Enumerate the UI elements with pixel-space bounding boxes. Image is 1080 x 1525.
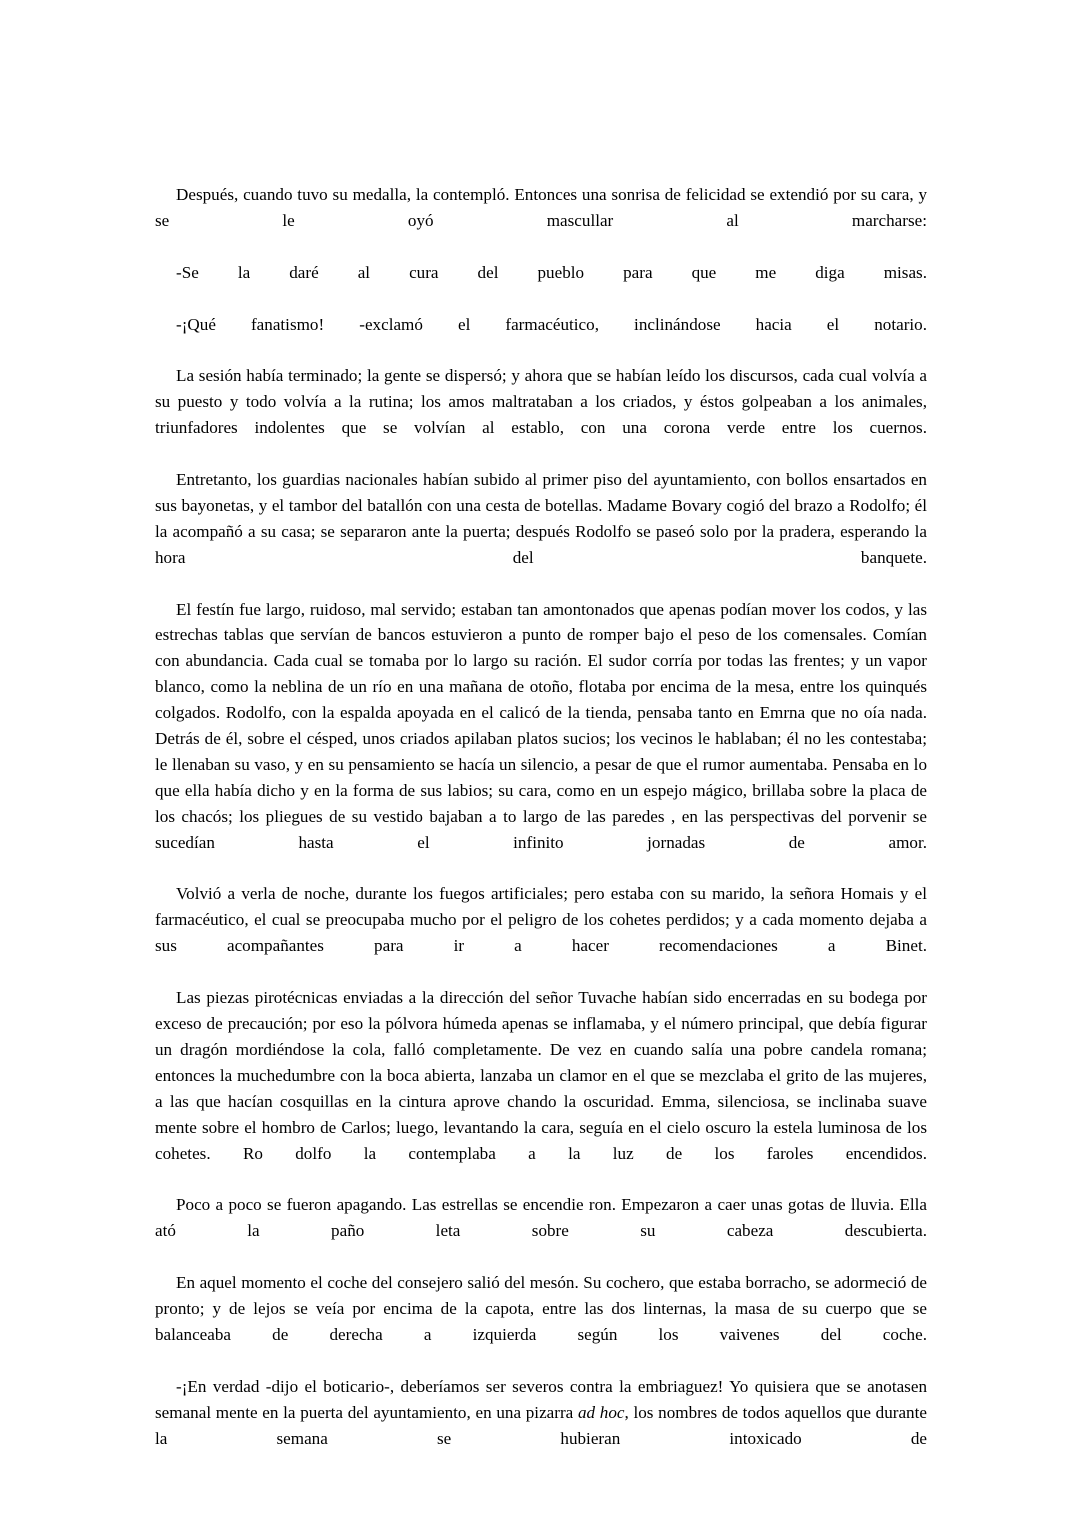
paragraph: El festín fue largo, ruidoso, mal servido; estaban tan amontonados que apenas podían mover los codos, y las estrechas tablas que servían de bancos estuvieron a punto de romper bajo el peso de los comensales. Comían con abundancia. Cada cual se tomaba por lo largo su ración. El sudor corría por todas las frentes; y un vapor blanco, como la neblina de un río en una mañana de otoño, flotaba por encima de la mesa, entre los quinqués colgados. Rodolfo, con la espalda apoyada en el calicó de la tienda, pensaba tanto en Emrna que no oía nada. Detrás de él, sobre el césped, unos criados apilaban platos sucios; los vecinos le hablaban; él no les contestaba; le llenaban su vaso, y en su pensamiento se hacía un silencio, a pesar de que el rumor aumentaba. Pensaba en lo que ella había dicho y en la forma de sus labios; su cara, como en un espejo mágico, brillaba sobre la placa de los chacós; los pliegues de su vestido bajaban a to largo de las paredes , en las perspectivas del porvenir se sucedían hasta el infinito jornadas de amor.	[155, 599, 927, 852]
paragraph: En aquel momento el coche del consejero salió del mesón. Su cochero, que estaba borracho, se adormeció de pronto; y de lejos se veía por encima de la capota, entre las dos linternas, la masa de su cuerpo que se balanceaba de derecha a izquierda según los vaivenes del coche.	[155, 1273, 927, 1344]
paragraph-with-italics	[155, 1374, 927, 1478]
body-text-column	[155, 182, 927, 1477]
paragraph: Poco a poco se fueron apagando. Las estrellas se encendie ron. Empezaron a caer unas gotas de lluvia. Ella ató la paño leta sobre su cabeza descubierta.	[155, 1195, 927, 1241]
paragraph: Las piezas pirotécnicas enviadas a la dirección del señor Tuvache habían sido encerradas en su bodega por exceso de precaución; por eso la pólvora húmeda apenas se inflamaba, y el número principal, que debía figurar un dragón mordiéndose la cola, falló completamente. De vez en cuando salía una pobre candela romana; entonces la muchedumbre con la boca abierta, lanzaba un clamor en el que se mezclaba el grito de las mujeres, a las que hacían cosquillas en la cintura aprove chando la oscuridad. Emma, silenciosa, se inclinaba suave mente sobre el hombro de Carlos; luego, levantando la cara, seguía en el cielo oscuro la estela luminosa de los cohetes. Ro dolfo la contemplaba a la luz de los faroles encendidos.	[155, 988, 927, 1163]
paragraph-segment-italic: ad hoc	[577, 1402, 625, 1422]
paragraph: -Se la daré al cura del pueblo para que me diga misas.	[176, 262, 927, 282]
paragraph: Volvió a verla de noche, durante los fuegos artificiales; pero estaba con su marido, la señora Homais y el farmacéutico, el cual se preocupaba mucho por el peligro de los cohetes perdidos; y a cada momento dejaba a sus acompañantes para ir a hacer recomendaciones a Binet.	[155, 884, 927, 956]
paragraph-segment: -¡En verdad -dijo el boticario-, deberíamos ser severos contra la embriaguez! Yo quisiera que se anotasen semanal mente en la puerta del ayuntamiento, en una pizarra	[155, 1376, 927, 1422]
paragraph-segment: , los nombres de todos aquellos que durante la semana se hubieran intoxicado de	[155, 1402, 927, 1448]
paragraph: La sesión había terminado; la gente se dispersó; y ahora que se habían leído los discursos, cada cual volvía a su puesto y todo volvía a la rutina; los amos maltrataban a los criados, y éstos golpeaban a los animales, triunfadores indolentes que se volvían al establo, con una corona verde entre los cuernos.	[155, 366, 927, 438]
paragraph: Entretanto, los guardias nacionales habían subido al primer piso del ayuntamiento, con bollos ensartados en sus bayonetas, y el tambor del batallón con una cesta de botellas. Madame Bovary cogió del brazo a Rodolfo; él la acompañó a su casa; se separaron ante la puerta; después Rodolfo se paseó solo por la pradera, esperando la hora del banquete.	[155, 469, 927, 567]
paragraph: Después, cuando tuvo su medalla, la contempló. Entonces una sonrisa de felicidad se extendió por su cara, y se le oyó mascullar al marcharse:	[155, 185, 927, 230]
paragraph: -¡Qué fanatismo! -exclamó el farmacéutico, inclinándose hacia el notario.	[176, 314, 927, 334]
